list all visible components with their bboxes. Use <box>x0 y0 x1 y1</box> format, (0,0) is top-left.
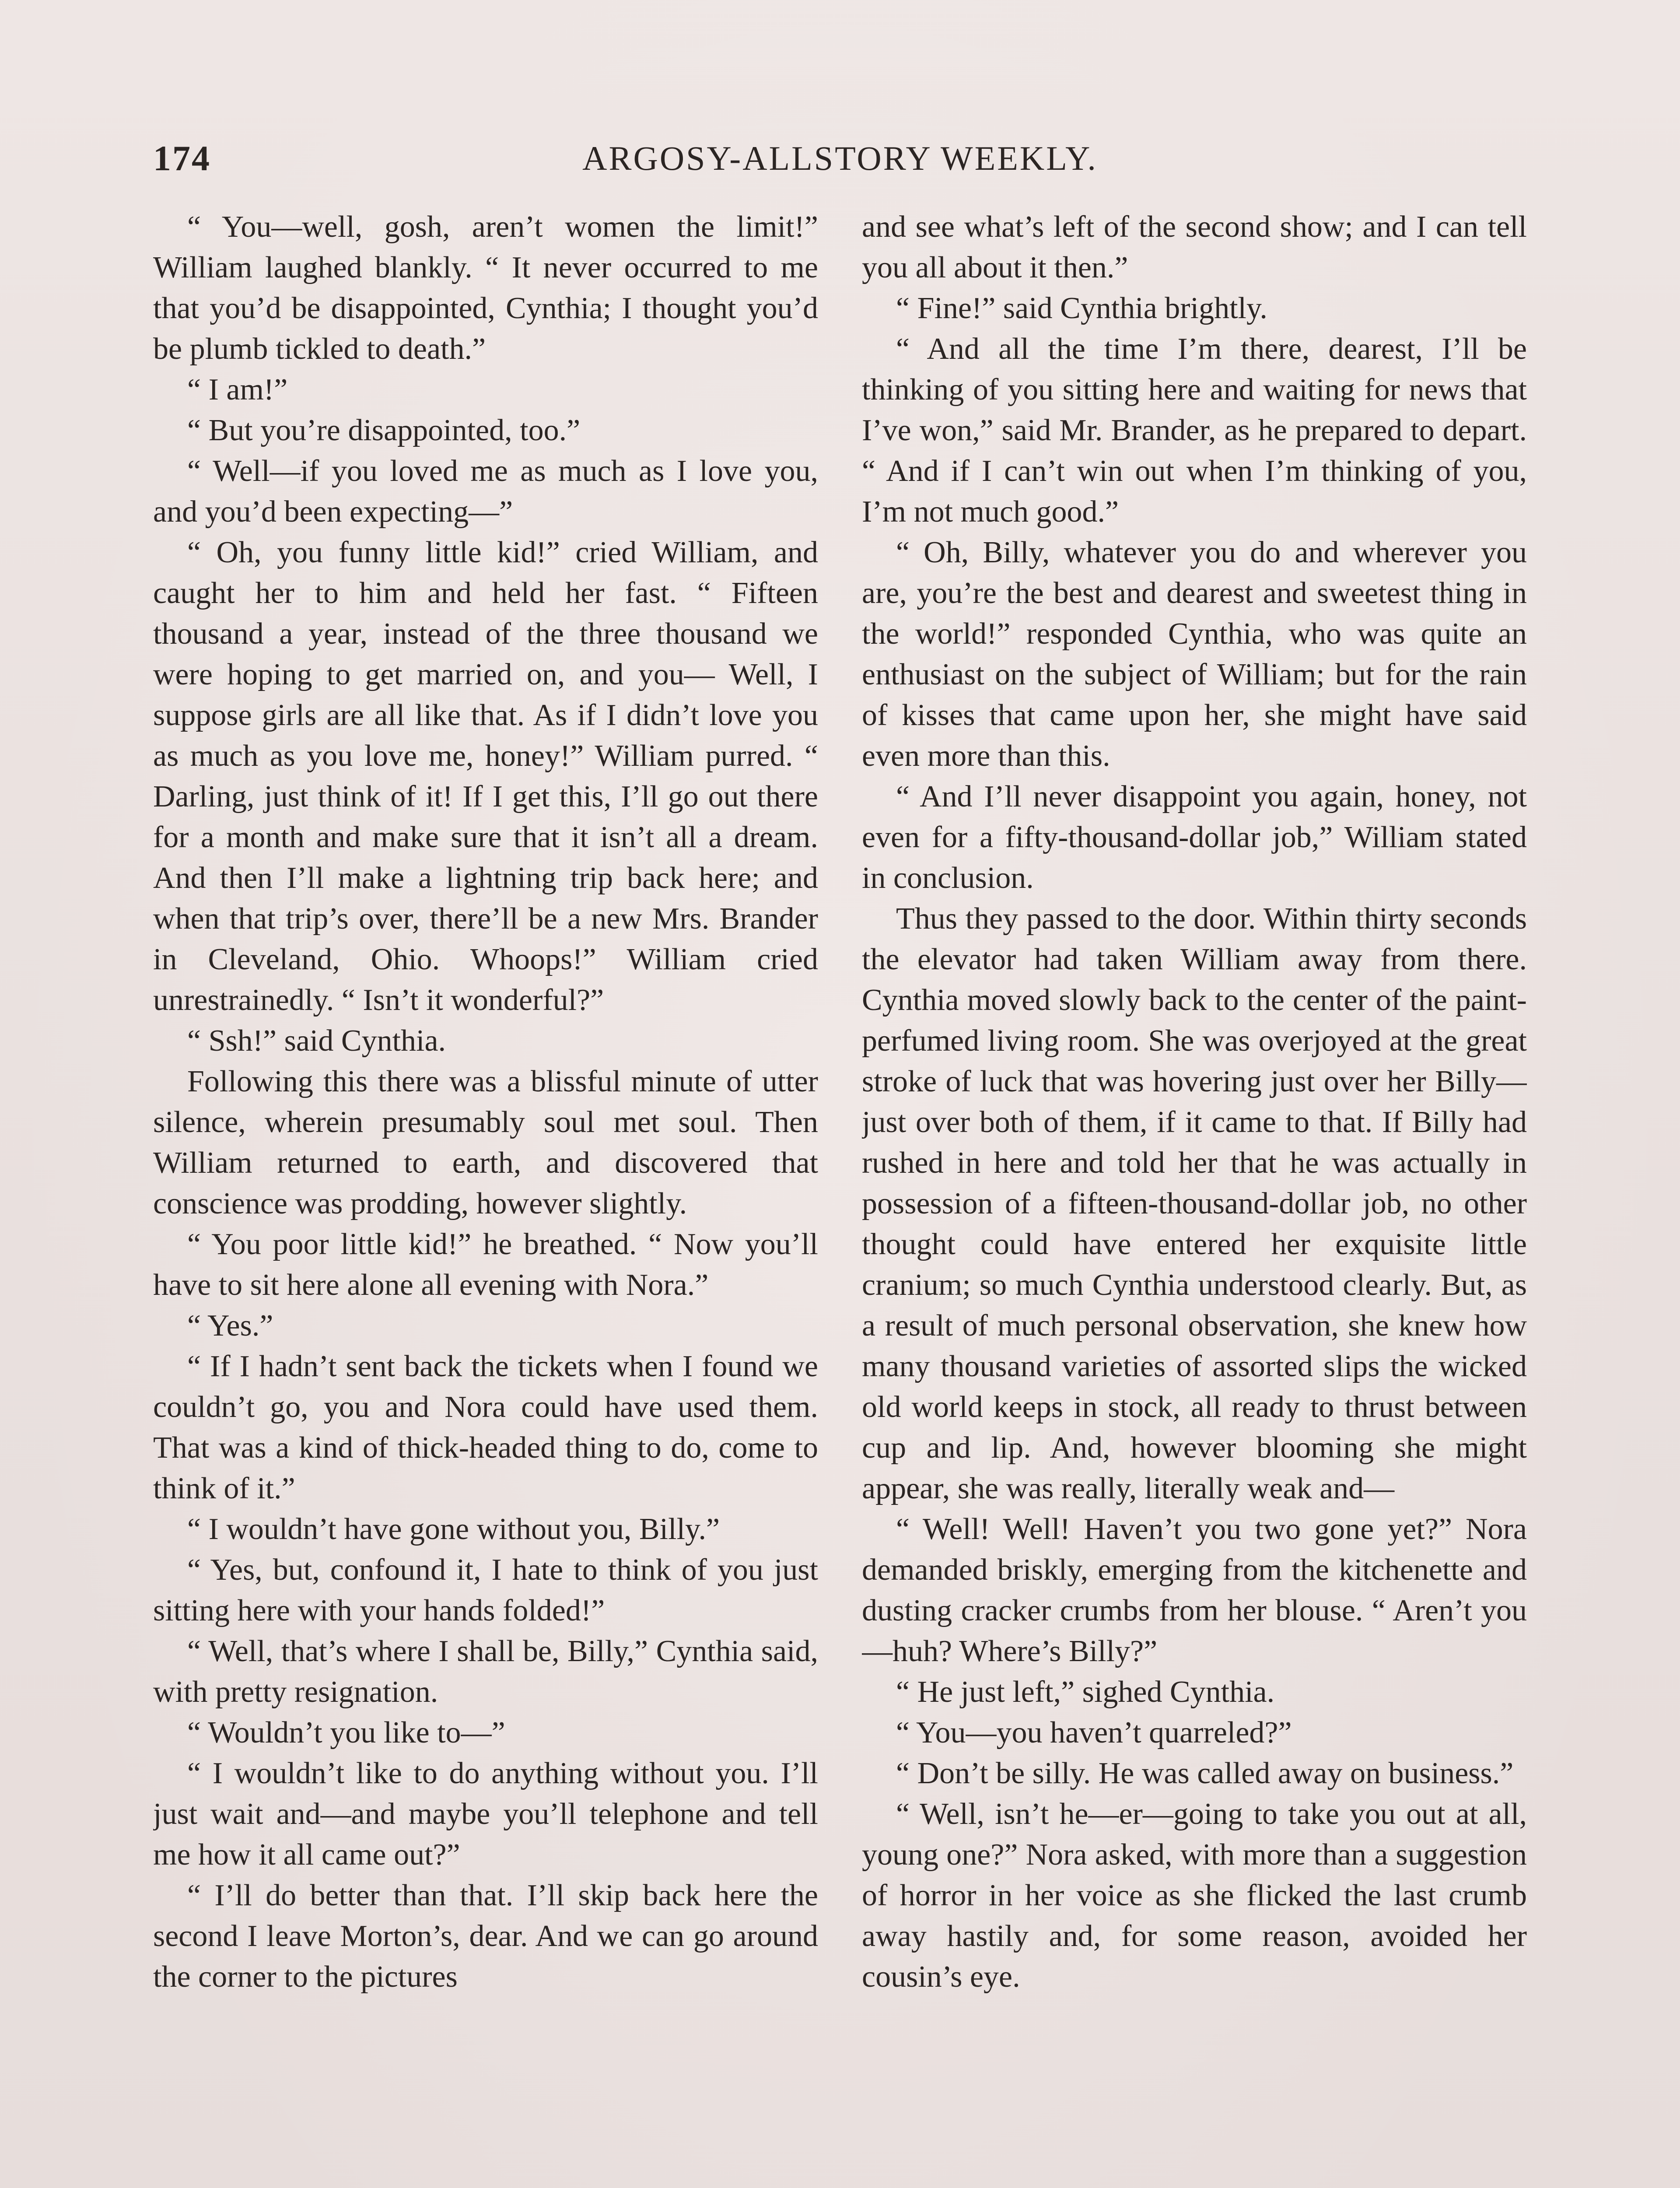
paragraph: “ Yes.” <box>187 1309 273 1343</box>
paragraph: “ Oh, you funny little kid!” cried William, and caught her to him and held her fast. “ Fifteen thousand a year, instead of the three thousand we were hoping to get married on, and you— Well, I suppose girls are all like that. As if I didn’t love you as much as you love me, honey!” William purred. “ Darling, just think of it! If I get this, I’ll go out there for a month and make sure that it isn’t all a dream. And then I’ll make a lightning trip back here; and when that trip’s over, there’ll be a new Mrs. Brander in Cleveland, Ohio. Whoops!” William cried unrestrainedly. “ Isn’t it wonderful?” <box>153 536 818 1017</box>
left-column <box>153 207 818 2188</box>
paragraph: “ Don’t be silly. He was called away on business.” <box>896 1757 1514 1790</box>
page-header <box>153 137 1527 180</box>
paragraph: “ Fine!” said Cynthia brightly. <box>896 291 1267 325</box>
paragraph: “ Yes, but, confound it, I hate to think of you just sitting here with your hands folded!” <box>153 1553 818 1627</box>
paragraph: “ He just left,” sighed Cynthia. <box>896 1675 1275 1709</box>
paragraph: “ I wouldn’t have gone without you, Billy.” <box>187 1512 720 1546</box>
paragraph: “ I am!” <box>187 373 288 407</box>
paragraph: “ And all the time I’m there, dearest, I’ll be thinking of you sitting here and waiting for news that I’ve won,” said Mr. Brander, as he prepared to depart. “ And if I can’t win out when I’m thinking of you, I’m not much good.” <box>862 332 1527 529</box>
paragraph: “ Well—if you loved me as much as I love you, and you’d been expecting—” <box>153 454 818 529</box>
paragraph: “ You—well, gosh, aren’t women the limit!” William laughed blankly. “ It never occurred to me that you’d be disappointed, Cynthia; I thought you’d be plumb tickled to death.” <box>153 210 818 366</box>
paragraph: “ If I hadn’t sent back the tickets when I found we couldn’t go, you and Nora could have used them. That was a kind of thick-headed thing to do, come to think of it.” <box>153 1350 818 1505</box>
paragraph: “ Well, isn’t he—er—going to take you out at all, young one?” Nora asked, with more than a suggestion of horror in her voice as she flicked the last crumb away hastily and, for some reason, avoided her cousin’s eye. <box>862 1797 1527 1994</box>
paragraph: “ You—you haven’t quarreled?” <box>896 1716 1292 1750</box>
text-columns <box>153 207 1527 2188</box>
paragraph: Thus they passed to the door. Within thirty seconds the elevator had taken William away from there. Cynthia moved slowly back to the center of the paint-perfumed living room. She was overjoyed at the great stroke of luck that was hovering just over her Billy—just over both of them, if it came to that. If Billy had rushed in here and told her that he was actually in possession of a fifteen-thousand-dollar job, no other thought could have entered her exquisite little cranium; so much Cynthia understood clearly. But, as a result of much personal observation, she knew how many thousand varieties of assorted slips the wicked old world keeps in stock, all ready to thrust between cup and lip. And, however blooming she might appear, she was really, literally weak and— <box>862 902 1527 1505</box>
paragraph: “ I’ll do better than that. I’ll skip back here the second I leave Morton’s, dear. And we can go around the corner to the pictures <box>153 1879 818 1994</box>
paragraph: “ Ssh!” said Cynthia. <box>187 1024 446 1058</box>
paragraph: “ Well! Well! Haven’t you two gone yet?” Nora demanded briskly, emerging from the kitchenette and dusting cracker crumbs from her blouse. “ Aren’t you—huh? Where’s Billy?” <box>862 1512 1527 1668</box>
running-head: ARGOSY-ALLSTORY WEEKLY. <box>582 139 1098 177</box>
paragraph: “ But you’re disappointed, too.” <box>187 414 581 447</box>
page-number: 174 <box>153 138 211 178</box>
paragraph: Following this there was a blissful minute of utter silence, wherein presumably soul met soul. Then William returned to earth, and discovered that conscience was prodding, however slightly. <box>153 1065 818 1220</box>
paragraph: “ Wouldn’t you like to—” <box>187 1716 505 1750</box>
paragraph: “ I wouldn’t like to do anything without you. I’ll just wait and—and maybe you’ll telephone and tell me how it all came out?” <box>153 1757 818 1872</box>
paragraph: “ Well, that’s where I shall be, Billy,” Cynthia said, with pretty resignation. <box>153 1634 818 1709</box>
paragraph: “ You poor little kid!” he breathed. “ Now you’ll have to sit here alone all evening with Nora.” <box>153 1227 818 1302</box>
paragraph: and see what’s left of the second show; and I can tell you all about it then.” <box>862 210 1527 284</box>
paragraph: “ Oh, Billy, whatever you do and wherever you are, you’re the best and dearest and sweetest thing in the world!” responded Cynthia, who was quite an enthusiast on the subject of William; but for the rain of kisses that came upon her, she might have said even more than this. <box>862 536 1527 773</box>
right-column <box>862 207 1527 2188</box>
paragraph: “ And I’ll never disappoint you again, honey, not even for a fifty-thousand-dollar job,” William stated in conclusion. <box>862 780 1527 895</box>
